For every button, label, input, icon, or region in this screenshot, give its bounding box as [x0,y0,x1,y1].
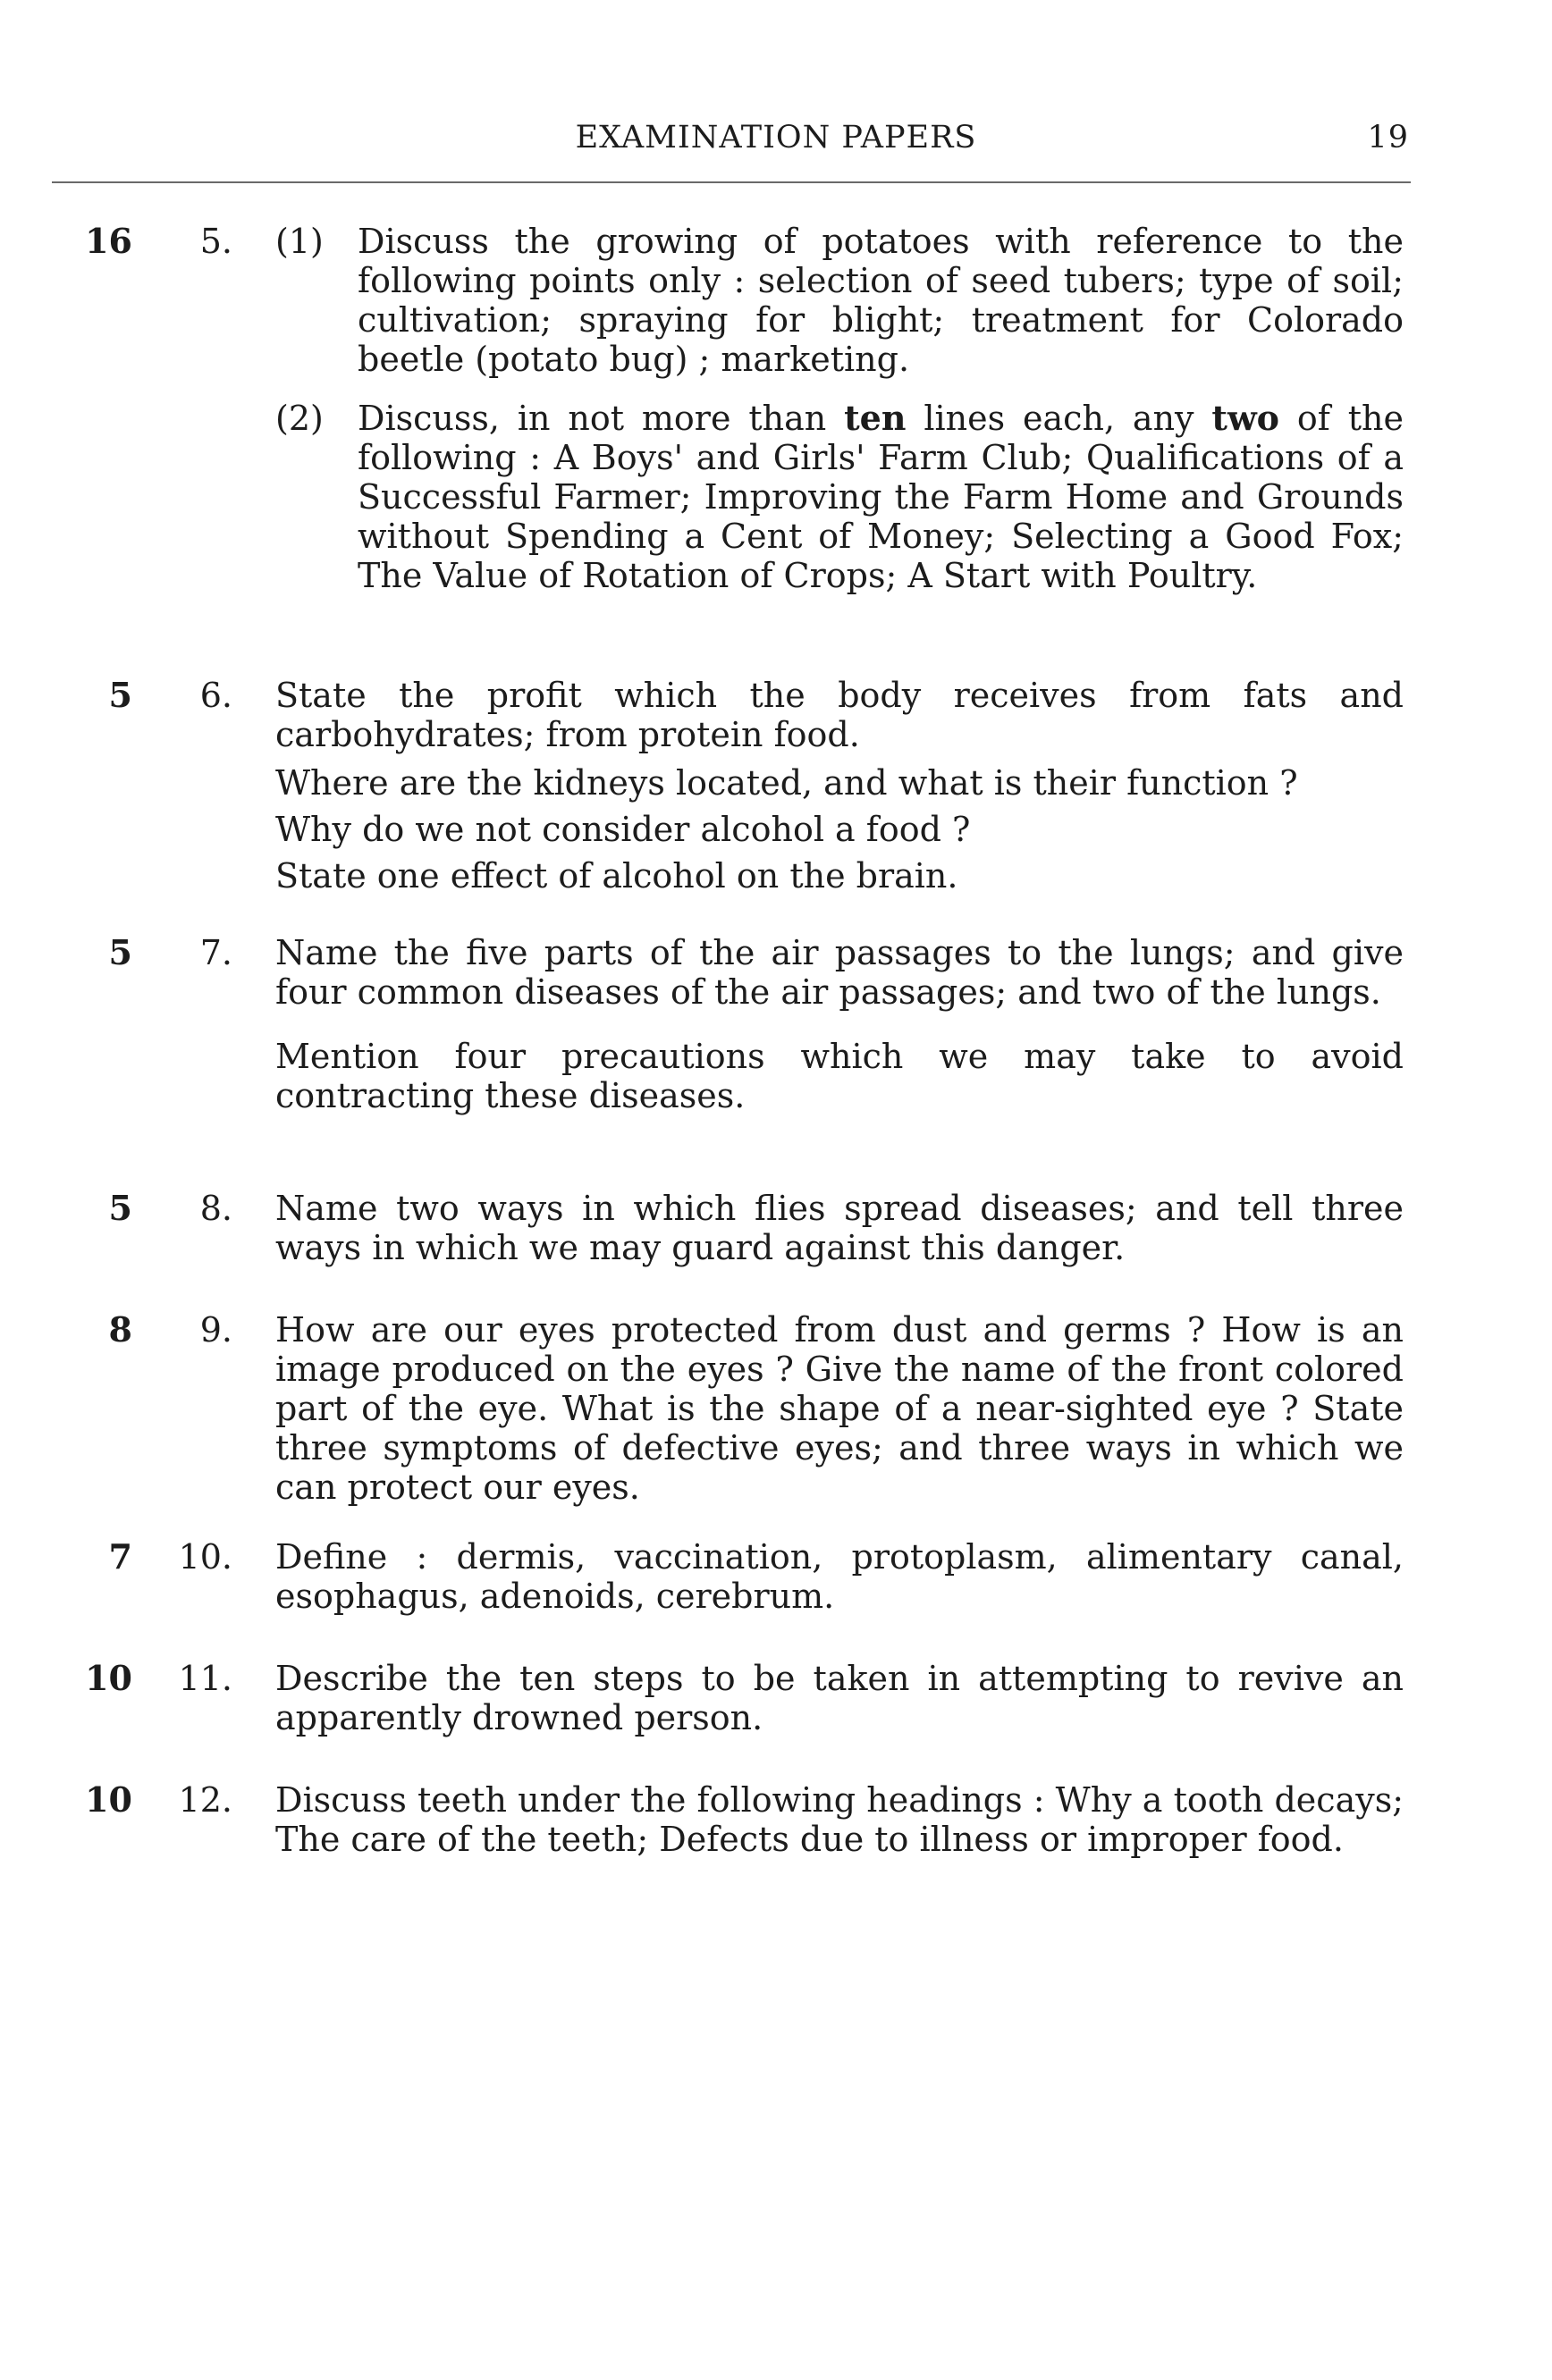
question-marks: 16 [85,221,132,261]
question-body [275,1659,1404,1746]
question-body [275,1780,1404,1868]
question-number: 11. [178,1659,232,1698]
question-marks: 5 [108,675,132,715]
subpart-text-end: of the following : A Boys' and Girls' Farm Club; Qualifications of a Successful Farmer; Improving the Farm Home and Grounds without Spending a Cent of Money; Selecting a Good Fox; The Value of Rotation of Crops; A Start with Poultry. [358,399,1404,595]
question-marks: 10 [85,1779,132,1820]
question-paragraph: Where are the kidneys located, and what is their function ? [275,763,1298,803]
subpart-label: (1) [275,222,324,261]
question-body [275,1310,1404,1516]
question-paragraph: Mention four precautions which we may take to avoid contracting these diseases. [275,1037,1404,1115]
question-paragraph: Name two ways in which flies spread diseases; and tell three ways in which we may guard against this danger. [275,1189,1404,1267]
subpart-label: (2) [275,399,324,438]
subpart-1 [275,222,1404,379]
question-number: 5. [199,222,232,261]
subpart-2 [275,399,1404,595]
question-body [275,933,1404,1124]
question-number: 8. [199,1189,232,1228]
question-paragraph: State the profit which the body receives from fats and carbohydrates; from protein food. [275,676,1404,754]
emphasis-ten: ten [844,398,907,438]
question-number: 12. [178,1780,232,1820]
question-number: 6. [199,676,232,715]
subpart-text-middle: lines each, any [906,399,1212,438]
question-marks: 8 [108,1309,132,1350]
question-body [275,222,1404,595]
question-paragraph: State one effect of alcohol on the brain. [275,856,958,896]
question-number: 9. [199,1310,232,1350]
header-rule [52,181,1411,183]
question-marks: 5 [108,932,132,972]
question-paragraph: Why do we not consider alcohol a food ? [275,810,971,849]
question-marks: 5 [108,1188,132,1228]
question-body [275,676,1404,904]
question-marks: 7 [108,1536,132,1577]
question-body [275,1537,1404,1625]
question-body [275,1189,1404,1276]
question-paragraph: Describe the ten steps to be taken in attempting to revive an apparently drowned person. [275,1659,1404,1737]
question-number: 7. [199,933,232,972]
question-marks: 10 [85,1658,132,1698]
question-paragraph: Name the five parts of the air passages to the lungs; and give four common diseases of the air passages; and two of the lungs. [275,933,1404,1012]
question-number: 10. [178,1537,232,1577]
question-paragraph: How are our eyes protected from dust and germs ? How is an image produced on the eyes ? Give the name of the front colored part of the eye. What is the shape of a near-sighted eye ? State three symptoms of defective eyes; and three ways in which we can protect our eyes. [275,1310,1404,1507]
running-title: EXAMINATION PAPERS [575,120,977,156]
question-paragraph: Discuss teeth under the following headings : Why a tooth decays; The care of the teeth; Defects due to illness or improper food. [275,1780,1404,1859]
emphasis-two: two [1211,398,1280,438]
page-number: 19 [1367,120,1409,156]
subpart-text: Discuss the growing of potatoes with reference to the following points only : selection of seed tubers; type of soil; cultivation; spraying for blight; treatment for Colorado beetle (potato bug) ; marketing. [358,222,1404,379]
question-paragraph: Define : dermis, vaccination, protoplasm, alimentary canal, esophagus, adenoids, cerebrum. [275,1537,1404,1616]
subpart-text-start: Discuss, in not more than [358,399,845,438]
running-header [0,120,1552,164]
